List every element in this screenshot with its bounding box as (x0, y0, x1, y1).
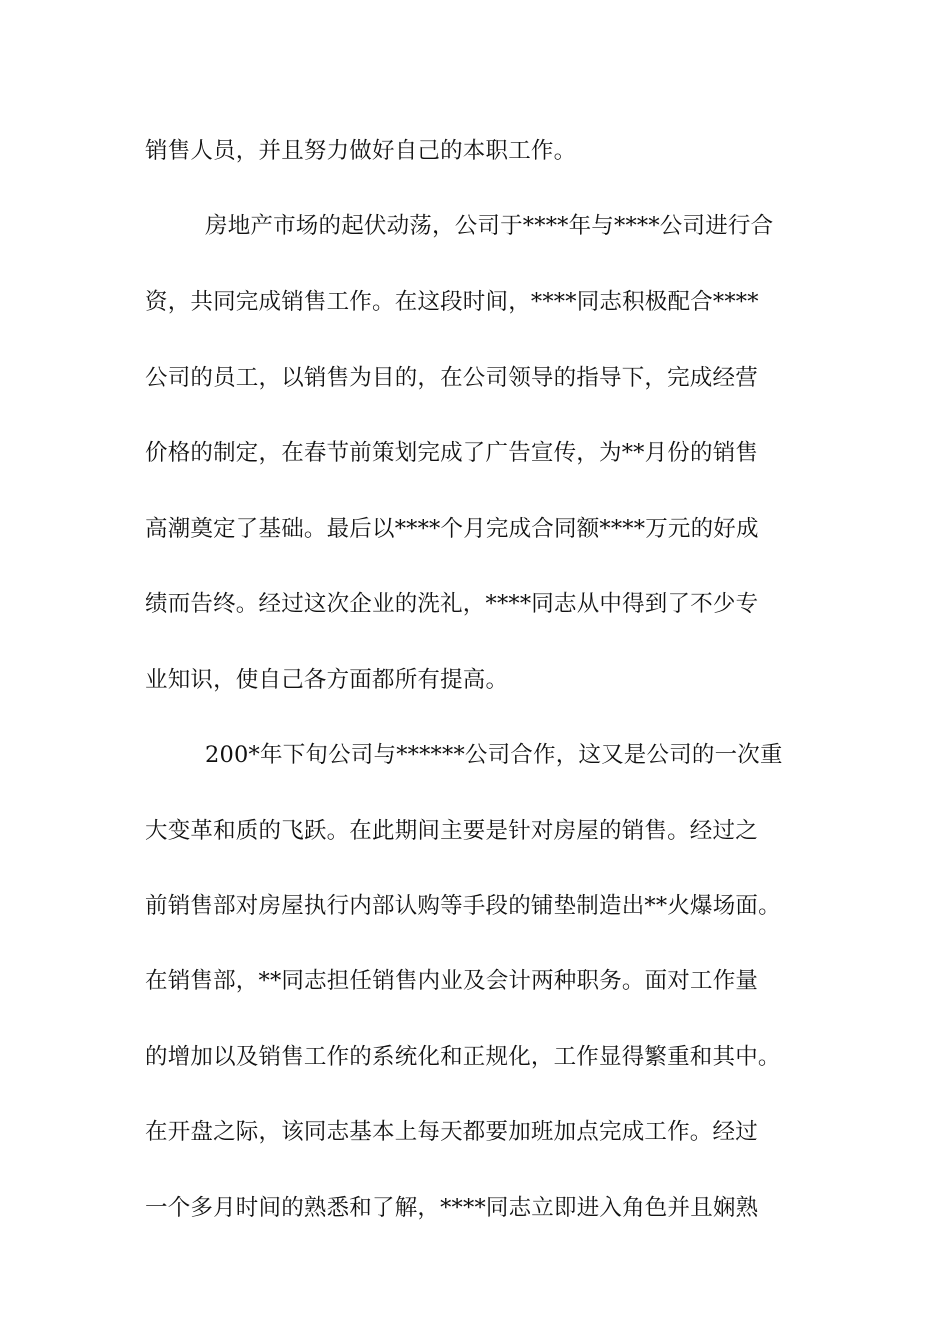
paragraph-first-line: 房地产市场的起伏动荡，公司于****年与****公司进行合 (205, 213, 774, 239)
text-line: 销售人员，并且努力做好自己的本职工作。 (145, 138, 577, 164)
text-line: 业知识，使自己各方面都所有提高。 (145, 667, 509, 693)
text-line: 高潮奠定了基础。最后以****个月完成合同额****万元的好成 (145, 516, 759, 542)
text-line: 资，共同完成销售工作。在这段时间，****同志积极配合**** (145, 289, 759, 315)
text-line: 在销售部，**同志担任销售内业及会计两种职务。面对工作量 (145, 968, 759, 994)
text-line: 一个多月时间的熟悉和了解，****同志立即进入角色并且娴熟 (145, 1195, 759, 1221)
text-line: 大变革和质的飞跃。在此期间主要是针对房屋的销售。经过之 (145, 818, 758, 844)
text-line: 绩而告终。经过这次企业的洗礼，****同志从中得到了不少专 (145, 591, 759, 617)
text-line: 价格的制定，在春节前策划完成了广告宣传，为**月份的销售 (145, 440, 759, 466)
text-line: 前销售部对房屋执行内部认购等手段的铺垫制造出**火爆场面。 (145, 893, 781, 919)
text-line: 公司的员工，以销售为目的，在公司领导的指导下，完成经营 (145, 365, 758, 391)
text-line: 的增加以及销售工作的系统化和正规化，工作显得繁重和其中。 (145, 1044, 781, 1070)
paragraph-first-line: 200*年下旬公司与******公司合作，这又是公司的一次重 (205, 742, 783, 768)
text-line: 在开盘之际，该同志基本上每天都要加班加点完成工作。经过 (145, 1119, 758, 1145)
